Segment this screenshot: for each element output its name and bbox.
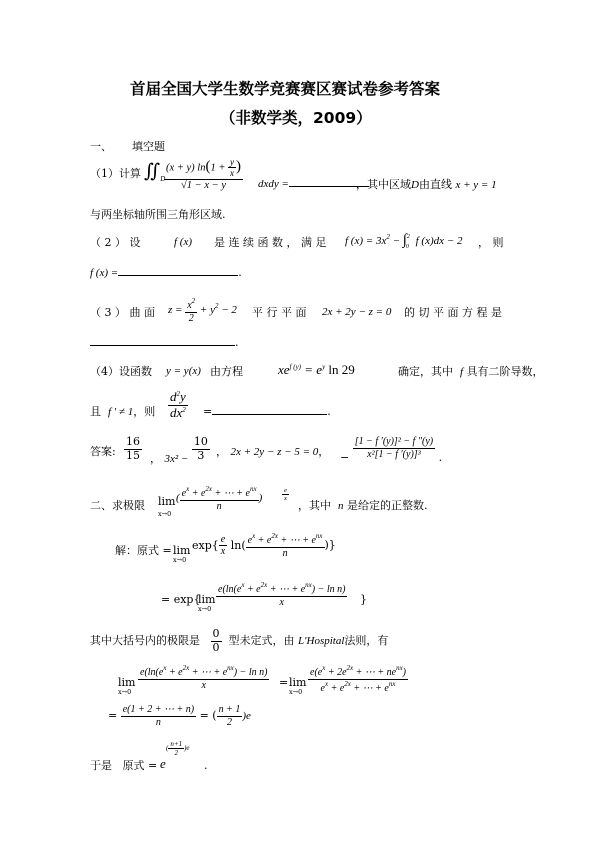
q2-mid: 是 连 续 函 数 ， 满 足 <box>214 236 327 249</box>
q4-equation: $xe^{f (y)} = e^y$ ln 29 <box>278 362 355 377</box>
solution-step2-frac: $\frac{e(\ln(e^x + e^{2x} + \cdots + e^{nx}) - \ln n)}{x}$ <box>218 581 346 608</box>
lhospital-equals: = <box>279 676 289 689</box>
solution-explanation: 其中大括号内的极限是 $\frac{0}{0}$ 型未定式，由 L′Hospital法则，有 <box>90 627 389 654</box>
solution-lim-sub: x→0 <box>173 556 187 564</box>
q1-continuation: 与两坐标轴所围三角形区域. <box>90 208 226 221</box>
lhospital-lim-left-sub: x→0 <box>118 688 132 696</box>
q3-mid: 平 行 平 面 <box>252 306 307 319</box>
solution-final: 于是 原式 = <box>90 759 158 772</box>
q4-fn: y = y(x) <box>166 365 201 377</box>
q2-equation: f $(x) = 3x^2 - \int^2_0$ f (x)dx − 2 <box>345 232 463 250</box>
section2-lim-sub: x→0 <box>158 510 172 518</box>
answer-3: ， 2x + 2y − z − 5 = 0， <box>216 445 330 458</box>
solution-step2-eq: = exp{ <box>161 593 201 606</box>
q4-tail: 确定，其中 f 具有二阶导数， <box>398 365 544 378</box>
solution-step2-lim: lim <box>198 593 216 606</box>
section2-tail: ，其中 n 是给定的正整数. <box>298 499 428 512</box>
q2-line2: f (x) = . <box>90 266 242 279</box>
answer-2: ， 3x² − $\frac{10}{3}$ <box>150 435 208 466</box>
q3-prefix: （ 3 ） 曲 面 <box>90 306 155 319</box>
q3-answer-blank: . <box>90 337 239 348</box>
q1-integrand: (x + y) ln(1 + $\frac{y}{x}$ ) √1 − x − y <box>166 157 242 191</box>
q3-surface: z = $\frac{x^2}{2}$ + $y^2 - 2$ <box>168 297 237 324</box>
section2-limit: lim <box>158 495 176 508</box>
solution-final-e: e <box>160 756 166 771</box>
solution-final-exponent: ( $\frac{n+1}{2}$ )e <box>166 740 190 758</box>
q3-tail: 的 切 平 面 方 程 是 <box>404 306 502 319</box>
q4-answer-blank: = . <box>203 405 331 418</box>
q3-plane: 2x + 2y − z = 0 <box>322 306 392 318</box>
lhospital-left-frac: $\frac{e(\ln(e^x + e^{2x} + \cdots + e^{nx}) - \ln n)}{x}$ <box>140 664 268 691</box>
answer-4: − $\frac{\text{[1 − f ′(y)]² − f ″(y)}}{\text{x²[1 − f ′(y)]³}}$ . <box>340 436 443 464</box>
solution-step3: = $\frac{e(1 + 2 + \cdots + n)}{n}$ = ( $\frac{n + 1}{2}$ )e <box>108 704 251 728</box>
section2-exponent: $\frac{e}{x}$ <box>284 487 287 503</box>
answers-label: 答案: <box>90 445 116 458</box>
q1-region: ，其中区域D由直线 x + y = 1 <box>356 178 497 191</box>
solution-step2-close: } <box>360 593 367 606</box>
q4-d2y: $\frac{d^2y}{dx^2}$ <box>170 389 186 420</box>
q1-prefix: （1）计算 <box>90 167 141 180</box>
lhospital-lim-right: lim <box>289 676 307 689</box>
q2-line: （ 2 ） 设 <box>90 236 141 249</box>
page-title: 首届全国大学生数学竞赛赛区赛试卷参考答案 <box>130 80 441 98</box>
solution-step1: exp{ $\frac{e}{x}$ ln( $\frac{e^x + e^{2x} + \cdots + e^{nx}}{n}$ )} <box>192 532 336 559</box>
q2-fx: f (x) <box>174 236 193 248</box>
lhospital-right-frac: $\frac{e(e^x + 2e^{2x} + \cdots + ne^{nx})}{e^x + e^{2x} + \cdots + e^{nx}}$ <box>310 664 407 694</box>
solution-final-dot: . <box>204 759 208 772</box>
q4-line2: 且 f ′ ≠ 1，则 <box>90 405 156 418</box>
q4-mid: 由方程 <box>210 365 243 378</box>
section1-number: 一、 <box>90 140 112 153</box>
section2-label: 二、求极限 <box>90 499 145 512</box>
solution-lim: lim <box>173 544 191 557</box>
answer-1: $\frac{16}{15}$ <box>126 435 140 462</box>
solution-label: 解：原式 = <box>115 544 172 557</box>
q2-tail: ， 则 <box>478 236 504 249</box>
q1-integral: $∬_D$ <box>144 160 166 183</box>
section1-label: 填空题 <box>132 140 165 153</box>
lhospital-lim-right-sub: x→0 <box>289 688 303 696</box>
section1-heading <box>90 141 165 152</box>
page-subtitle: （非数学类，2009） <box>220 109 372 127</box>
solution-step2-lim-sub: x→0 <box>198 605 212 613</box>
section2-fraction: ( $\frac{e^x + e^{2x} + \cdots + e^{nx}}{n}$ ) <box>176 485 263 512</box>
q1-line <box>90 168 141 179</box>
q1-dxdy: dxdy = <box>258 179 369 190</box>
q4-prefix: （4）设函数 <box>90 365 152 378</box>
lhospital-lim-left: lim <box>118 676 136 689</box>
